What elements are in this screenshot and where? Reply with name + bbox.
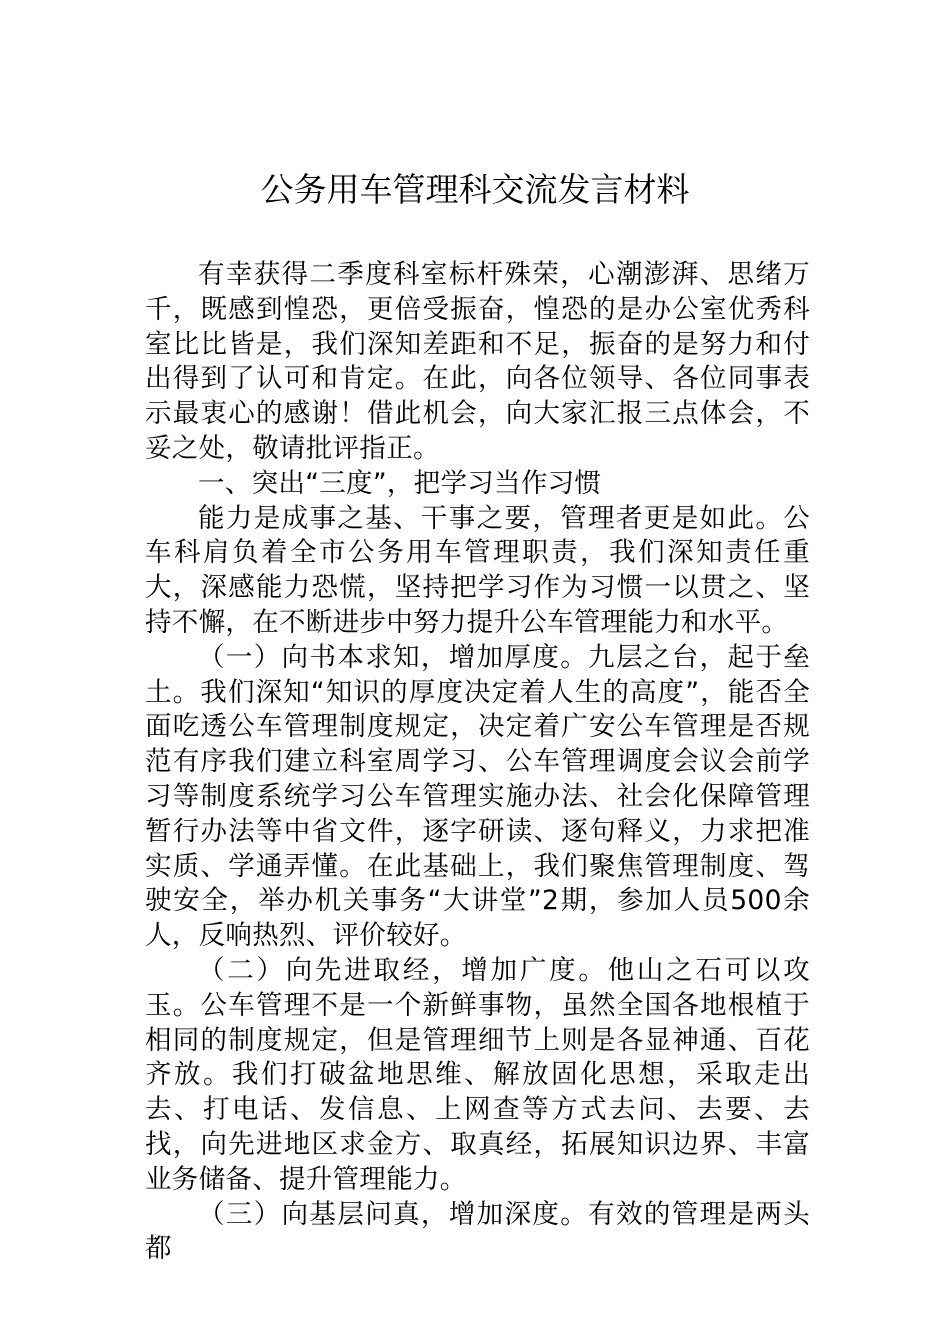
paragraph-subsection-2: （二）向先进取经，增加广度。他山之石可以攻玉。公车管理不是一个新鲜事物，虽然全国各地根植于相同的制度规定，但是管理细节上则是各显神通、百花齐放。我们打破盆地思维、解放固化思想，采取走出去、打电话、发信息、上网查等方式去问、去要、去找，向先进地区求金方、取真经，拓展知识边界、丰富业务储备、提升管理能力。 xyxy=(145,954,810,1195)
paragraph-intro: 有幸获得二季度科室标杆殊荣，心潮澎湃、思绪万千，既感到惶恐，更倍受振奋，惶恐的是办公室优秀科室比比皆是，我们深知差距和不足，振奋的是努力和付出得到了认可和肯定。在此，向各位领导、各位同事表示最衷心的感谢！借此机会，向大家汇报三点体会，不妥之处，敬请批评指正。 xyxy=(145,259,810,464)
section-heading-1: 一、突出“三度”，把学习当作习惯 xyxy=(198,467,602,499)
paragraph-subsection-3: （三）向基层问真，增加深度。有效的管理是两头都 xyxy=(145,1198,810,1265)
paragraph-subsection-1: （一）向书本求知，增加厚度。九层之台，起于垒土。我们深知“知识的厚度决定着人生的高度”，能否全面吃透公车管理制度规定，决定着广安公车管理是否规范有序我们建立科室周学习、公车管理调度会议会前学习等制度系统学习公车管理实施办法、社会化保障管理暂行办法等中省文件，逐字研读、逐句释义，力求把准实质、学通弄懂。在此基础上，我们聚焦管理制度、驾驶安全，举办机关事务“大讲堂”2期，参加人员500余人，反响热烈、评价较好。 xyxy=(145,641,810,952)
document-body xyxy=(145,258,810,1267)
paragraph-section-1: 能力是成事之基、干事之要，管理者更是如此。公车科肩负着全市公务用车管理职责，我们深知责任重大，深感能力恐慌，坚持把学习作为习惯一以贯之、坚持不懈，在不断进步中努力提升公车管理能力和水平。 xyxy=(145,502,810,638)
document-title: 公务用车管理科交流发言材料 xyxy=(260,170,690,209)
